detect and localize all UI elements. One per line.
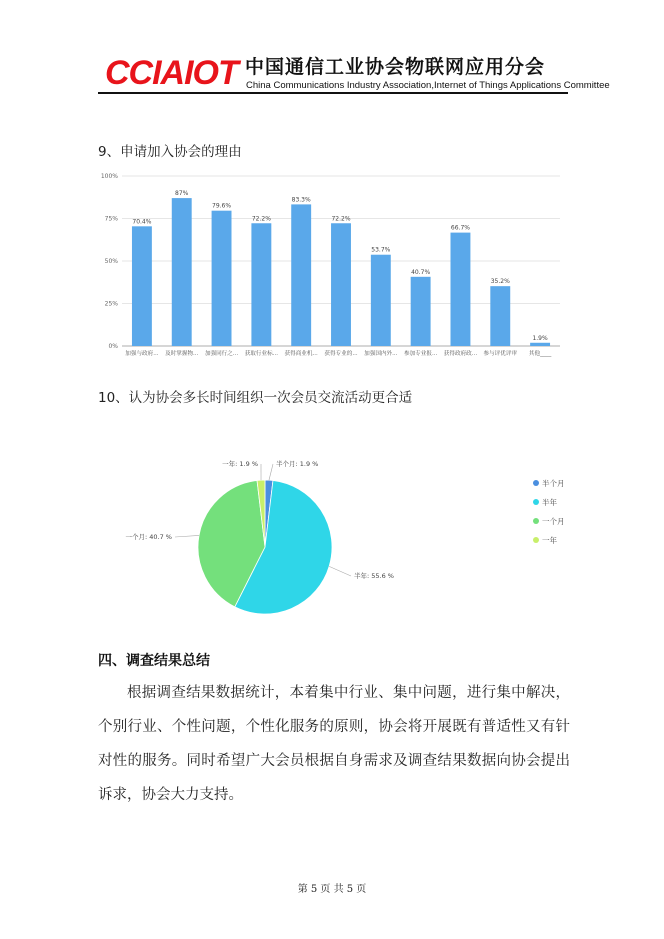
- header-divider: [98, 92, 568, 94]
- pie-slice-label: 一年: 1.9 %: [222, 460, 258, 468]
- x-tick-label: 获取行业标...: [244, 351, 279, 357]
- legend-swatch: [533, 518, 539, 524]
- bar: [530, 343, 550, 346]
- pie-slice-label: 半年: 55.6 %: [354, 572, 394, 580]
- bar: [451, 233, 471, 346]
- bar: [490, 286, 510, 346]
- page-number: 第 5 页 共 5 页: [297, 884, 367, 895]
- legend-swatch: [533, 499, 539, 505]
- x-tick-label: 其他____: [528, 351, 552, 357]
- legend-swatch: [533, 537, 539, 543]
- x-tick-label: 参与评优评审: [483, 351, 518, 357]
- summary-paragraph: 根据调查结果数据统计，本着集中行业、集中问题，进行集中解决，个别行业、个性问题，个性化服务的原则，协会将开展既有普适性又有针对性的服务。同时希望广大会员根据自身需求及调查结果数据向协会提出诉求，协会大力支持。: [98, 685, 570, 803]
- legend-item: 半个月: [542, 479, 565, 488]
- bar: [331, 223, 351, 346]
- pie-label-leader: [175, 535, 199, 537]
- legend-item: 一个月: [542, 517, 565, 526]
- bar-value-label: 87%: [175, 190, 189, 198]
- pie-label-leader: [269, 464, 273, 480]
- bar-value-label: 53.7%: [371, 246, 391, 254]
- org-name-en: China Communications Industry Association,Internet of Things Applications Committee: [246, 80, 610, 91]
- pie-chart: [98, 450, 568, 630]
- x-tick-label: 参加专业报...: [403, 351, 438, 357]
- pie-slice-label: 一个月: 40.7 %: [125, 533, 172, 541]
- bar-value-label: 40.7%: [411, 268, 431, 276]
- y-tick-label: 75%: [104, 215, 118, 223]
- bar: [371, 255, 391, 346]
- page-header: [105, 50, 610, 96]
- x-tick-label: 获得商业机...: [284, 351, 318, 357]
- x-tick-label: 加强与政府...: [125, 351, 159, 357]
- bar-value-label: 66.7%: [450, 224, 470, 232]
- bar: [172, 198, 192, 346]
- x-tick-label: 获得政府政...: [443, 351, 478, 357]
- bar-value-label: 1.9%: [532, 334, 548, 342]
- q10-title: 10、认为协会多长时间组织一次会员交流活动更合适: [98, 390, 413, 406]
- logo: CCIAIOT: [105, 54, 238, 92]
- x-tick-label: 及时掌握物...: [165, 351, 199, 357]
- x-tick-label: 获得专业的...: [324, 351, 358, 357]
- bar-value-label: 70.4%: [132, 218, 152, 226]
- bar: [212, 211, 232, 346]
- bar-value-label: 72.2%: [331, 215, 351, 223]
- org-name-cn: 中国通信工业协会物联网应用分会: [245, 56, 546, 78]
- bar-value-label: 72.2%: [251, 215, 271, 223]
- legend-item: 一年: [542, 536, 557, 545]
- y-tick-label: 0%: [108, 343, 118, 350]
- bar: [291, 204, 311, 346]
- legend-item: 半年: [542, 498, 557, 507]
- bar: [251, 223, 271, 346]
- bar: [411, 277, 431, 346]
- bar-chart: [98, 168, 568, 368]
- y-tick-label: 50%: [104, 258, 118, 265]
- pie-label-leader: [329, 566, 351, 576]
- bar: [132, 226, 152, 346]
- y-tick-label: 100%: [100, 173, 118, 180]
- bar-value-label: 35.2%: [490, 278, 510, 286]
- section4-title: 四、调查结果总结: [98, 653, 210, 669]
- x-tick-label: 加强同行之...: [204, 351, 239, 357]
- y-tick-label: 25%: [104, 300, 118, 308]
- bar-value-label: 83.3%: [291, 196, 311, 204]
- q9-title: 9、申请加入协会的理由: [98, 144, 242, 160]
- x-tick-label: 加强国内外...: [364, 351, 398, 357]
- legend-swatch: [533, 480, 539, 486]
- bar-value-label: 79.6%: [212, 202, 232, 210]
- pie-slice-label: 半个月: 1.9 %: [276, 460, 319, 468]
